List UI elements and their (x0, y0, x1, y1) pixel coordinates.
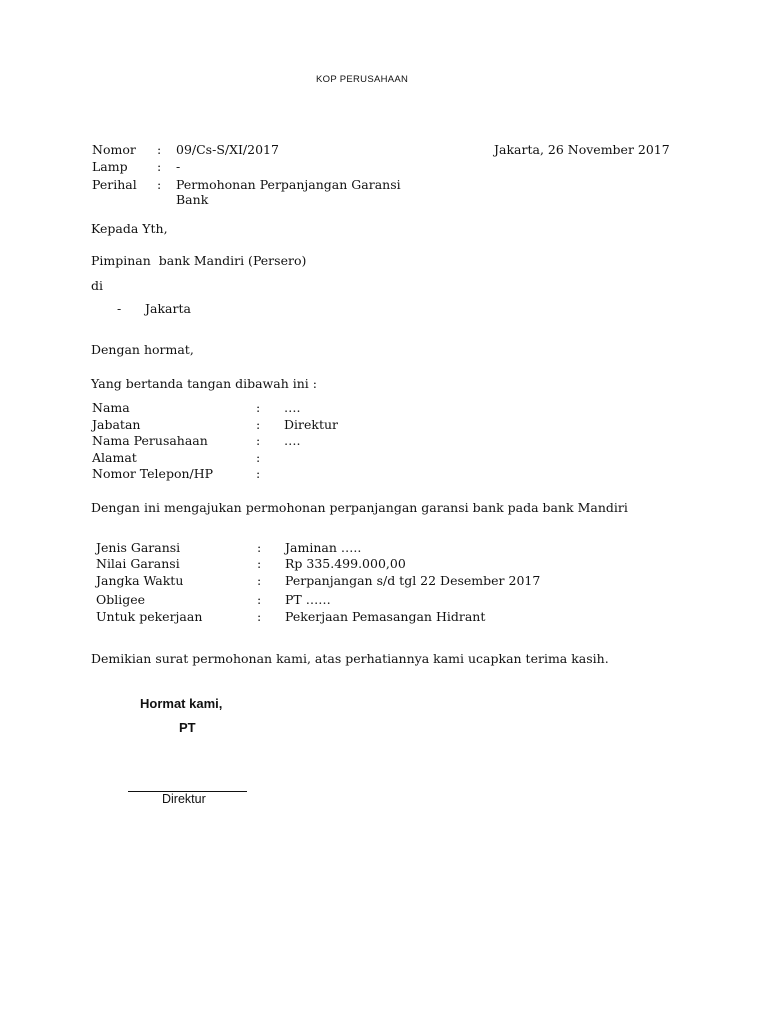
field-label: Jenis Garansi (96, 540, 181, 555)
lamp-colon: : (157, 159, 162, 174)
field-label: Nomor Telepon/HP (92, 466, 214, 481)
city-bullet: - (117, 301, 122, 316)
field-colon: : (256, 400, 261, 415)
field-label: Untuk pekerjaan (96, 609, 203, 624)
field-value: …. (284, 400, 301, 415)
intro-text: Yang bertanda tangan dibawah ini : (91, 376, 317, 391)
field-label: Nama Perusahaan (92, 433, 208, 448)
field-value: Jaminan ….. (285, 540, 362, 555)
field-label: Jangka Waktu (96, 573, 184, 588)
field-colon: : (256, 433, 261, 448)
recipient-name: Pimpinan bank Mandiri (Persero) (91, 253, 307, 268)
field-value: Rp 335.499.000,00 (285, 556, 406, 571)
signature-regards: Hormat kami, (140, 696, 223, 711)
signature-title: Direktur (162, 792, 206, 806)
field-label: Nama (92, 400, 130, 415)
closing-text: Demikian surat permohonan kami, atas perhatiannya kami ucapkan terima kasih. (91, 651, 609, 666)
lamp-label: Lamp (92, 159, 128, 174)
request-text: Dengan ini mengajukan permohonan perpanjangan garansi bank pada bank Mandiri (91, 500, 628, 515)
nomor-colon: : (157, 142, 162, 157)
nomor-label: Nomor (92, 142, 136, 157)
place-date: Jakarta, 26 November 2017 (494, 142, 670, 157)
field-label: Nilai Garansi (96, 556, 180, 571)
recipient-di: di (91, 278, 103, 293)
nomor-value: 09/Cs-S/XI/2017 (176, 142, 279, 157)
salutation: Kepada Yth, (91, 221, 168, 236)
letterhead-title: KOP PERUSAHAAN (316, 74, 409, 85)
field-value: Pekerjaan Pemasangan Hidrant (285, 609, 486, 624)
field-value: …. (284, 433, 301, 448)
field-label: Jabatan (92, 417, 141, 432)
field-label: Alamat (92, 450, 137, 465)
greeting: Dengan hormat, (91, 342, 194, 357)
field-colon: : (256, 450, 261, 465)
perihal-label: Perihal (92, 177, 137, 192)
field-label: Obligee (96, 592, 146, 607)
field-colon: : (257, 540, 262, 555)
field-value: PT …… (285, 592, 331, 607)
field-colon: : (256, 417, 261, 432)
field-value: Perpanjangan s/d tgl 22 Desember 2017 (285, 573, 541, 588)
field-colon: : (256, 466, 261, 481)
lamp-value: - (176, 159, 181, 174)
field-colon: : (257, 592, 262, 607)
perihal-colon: : (157, 177, 162, 192)
field-value: Direktur (284, 417, 339, 432)
recipient-city: Jakarta (145, 301, 191, 316)
signature-company: PT (179, 720, 196, 735)
field-colon: : (257, 573, 262, 588)
field-colon: : (257, 556, 262, 571)
field-colon: : (257, 609, 262, 624)
perihal-value: Permohonan Perpanjangan Garansi Bank (176, 177, 401, 207)
